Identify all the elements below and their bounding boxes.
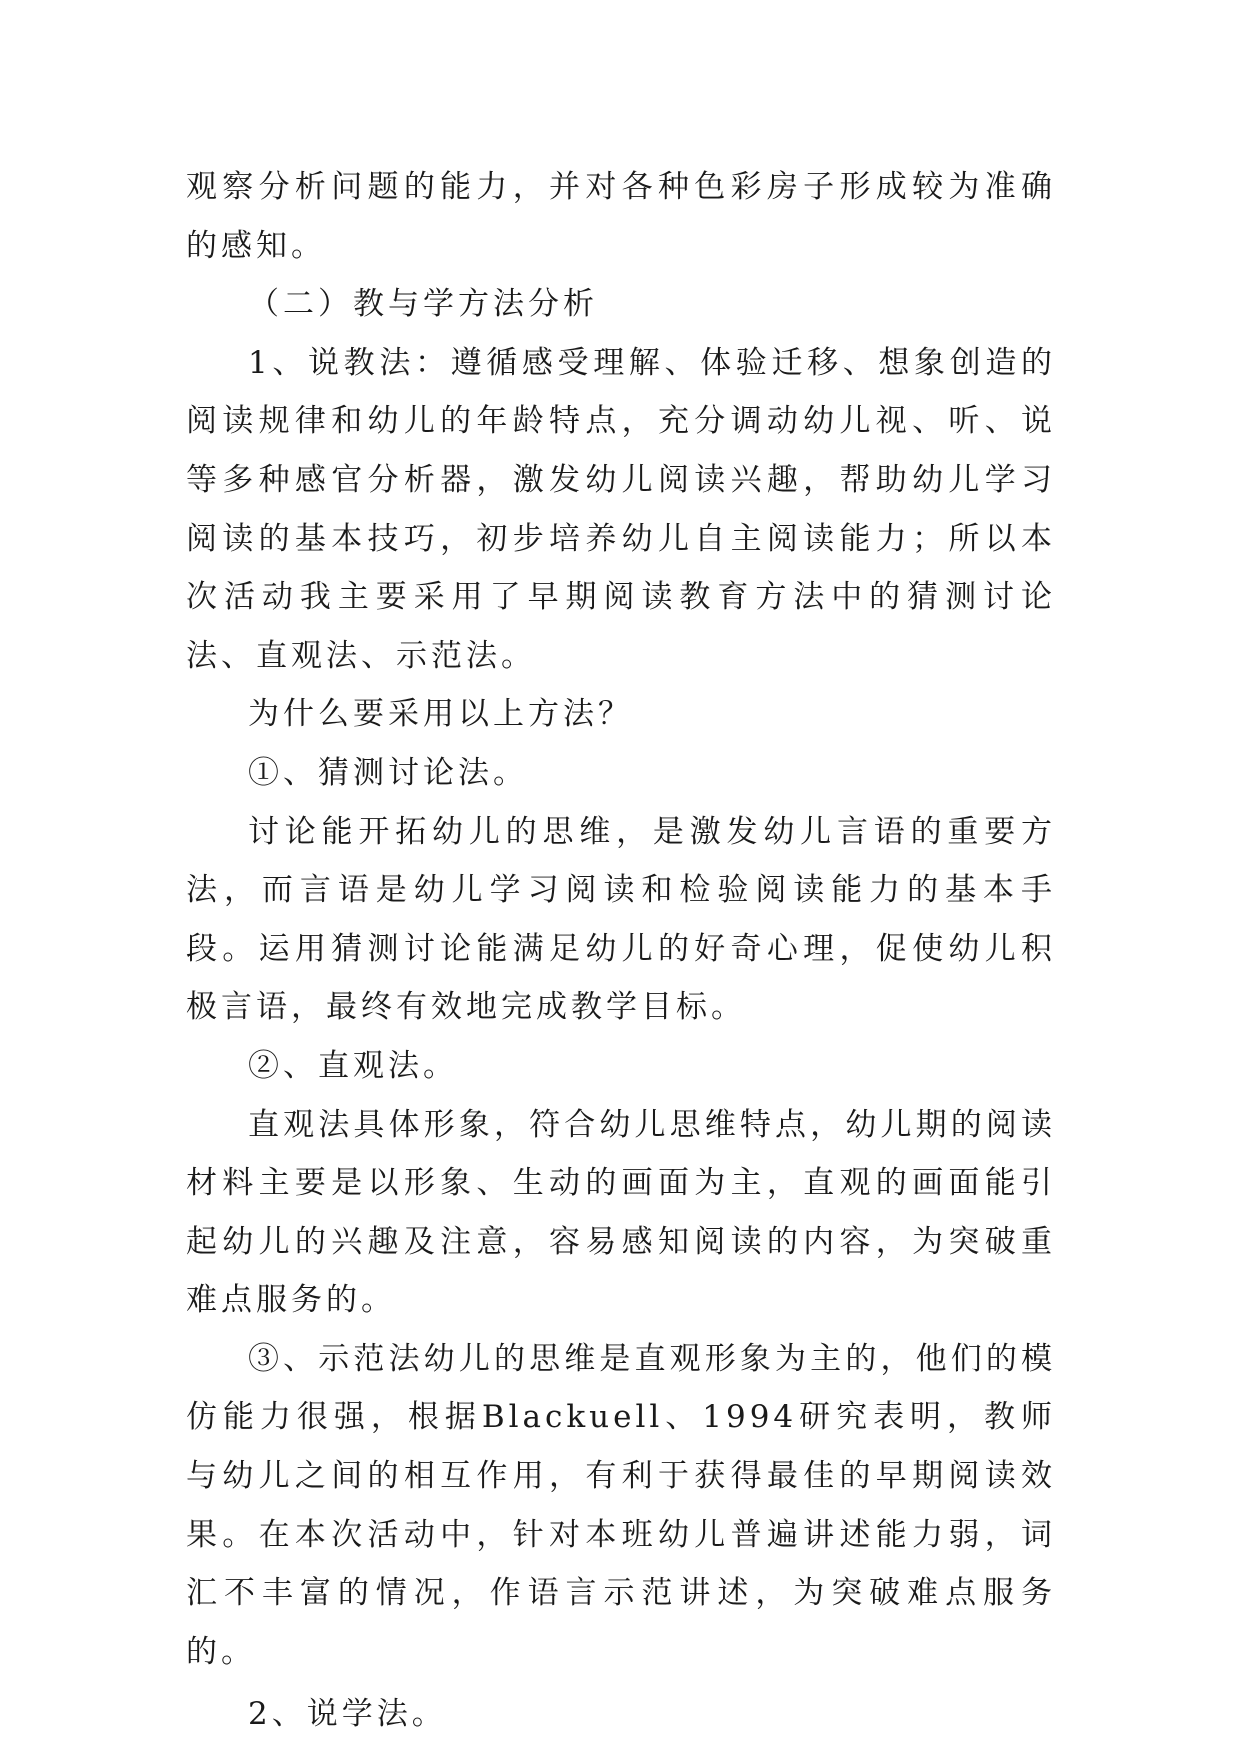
paragraph-teaching-method: 1、说教法：遵循感受理解、体验迁移、想象创造的阅读规律和幼儿的年龄特点，充分调动幼儿视、听、说等多种感官分析器，激发幼儿阅读兴趣，帮助幼儿学习阅读的基本技巧，初步培养幼儿自主阅读能力；所以本次活动我主要采用了早期阅读教育方法中的猜测讨论法、直观法、示范法。	[186, 344, 1056, 674]
paragraph-perception-ability: 观察分析问题的能力，并对各种色彩房子形成较为准确的感知。	[186, 169, 1056, 264]
subheading-learning-method: 2、说学法。	[248, 1696, 447, 1733]
document-body	[186, 158, 1056, 1744]
paragraph-intuitive: 直观法具体形象，符合幼儿思维特点，幼儿期的阅读材料主要是以形象、生动的画面为主，直观的画面能引起幼儿的兴趣及注意，容易感知阅读的内容，为突破重难点服务的。	[186, 1106, 1056, 1319]
paragraph-why-methods: 为什么要采用以上方法？	[248, 696, 633, 733]
section-heading-teaching-methods: （二）教与学方法分析	[248, 286, 598, 323]
paragraph-discussion: 讨论能开拓幼儿的思维，是激发幼儿言语的重要方法，而言语是幼儿学习阅读和检验阅读能力的基本手段。运用猜测讨论能满足幼儿的好奇心理，促使幼儿积极言语，最终有效地完成教学目标。	[186, 813, 1056, 1026]
subheading-intuitive: ②、直观法。	[248, 1047, 458, 1084]
subheading-guess-discuss: ①、猜测讨论法。	[248, 754, 528, 791]
paragraph-demonstration: ③、示范法幼儿的思维是直观形象为主的，他们的模仿能力很强，根据Blackuell、1994研究表明，教师与幼儿之间的相互作用，有利于获得最佳的早期阅读效果。在本次活动中，针对本班幼儿普遍讲述能力弱，词汇不丰富的情况，作语言示范讲述，为突破难点服务的。	[186, 1340, 1056, 1670]
